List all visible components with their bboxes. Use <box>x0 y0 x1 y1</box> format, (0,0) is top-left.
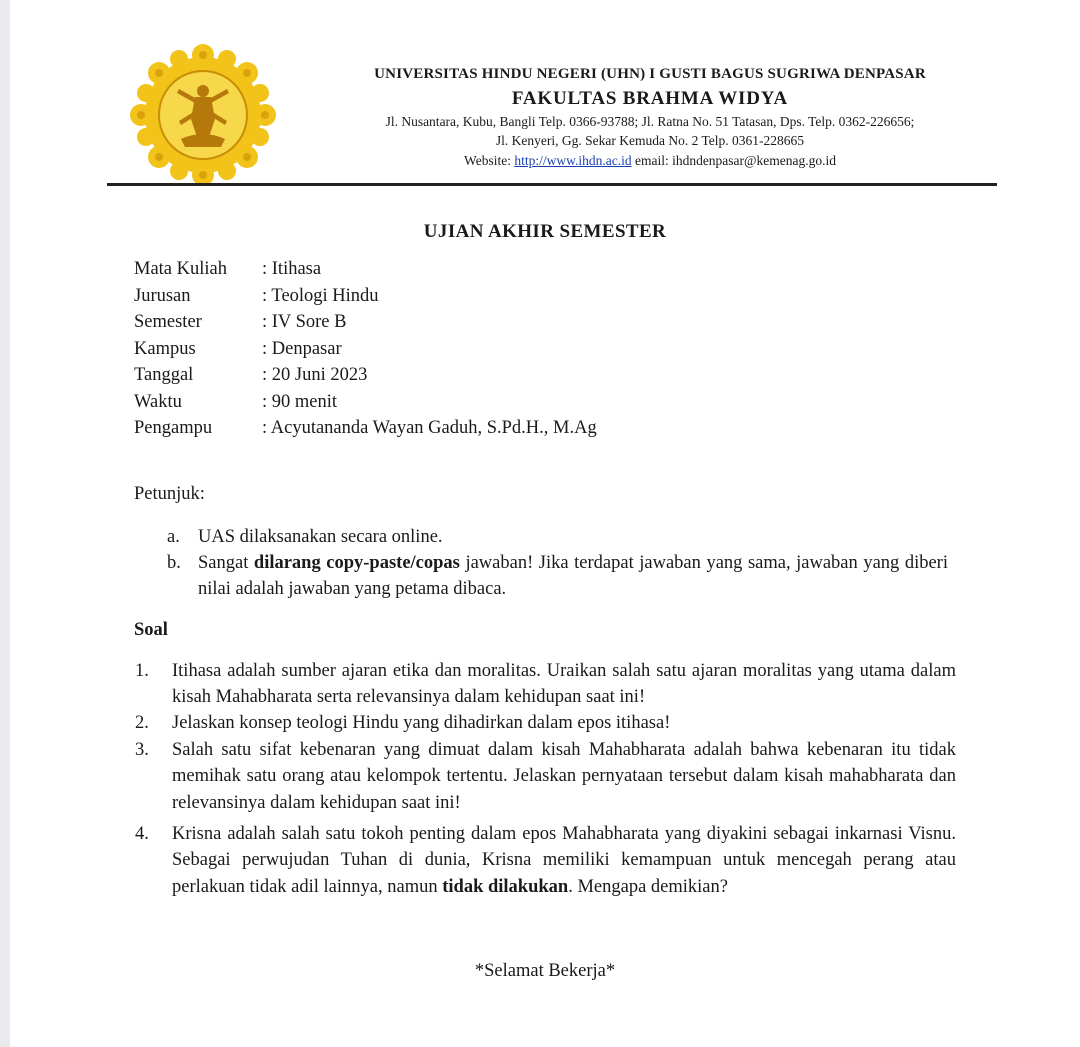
question-text: Itihasa adalah sumber ajaran etika dan moralitas. Uraikan salah satu ajaran moralitas yang utama dalam kisah Mahabharata serta relevansinya dalam kehidupan saat ini! <box>172 661 956 708</box>
email-text: email: ihdndenpasar@kemenag.go.id <box>634 153 836 168</box>
question-text: Jelaskan konsep teologi Hindu yang dihadirkan dalam epos itihasa! <box>172 713 671 733</box>
info-label: Waktu <box>134 391 182 412</box>
emphasis-text: tidak dilakukan <box>442 876 569 897</box>
info-value: : 20 Juni 2023 <box>262 365 368 385</box>
address-line-1: Jl. Nusantara, Kubu, Bangli Telp. 0366-93788; Jl. Ratna No. 51 Tatasan, Dps. Telp. 0362-226656; <box>385 114 915 129</box>
info-value: : 90 menit <box>262 391 338 412</box>
info-value: : Teologi Hindu <box>262 285 379 306</box>
instruction-text: UAS dilaksanakan secara online. <box>198 527 443 547</box>
question-number: 3. <box>135 740 149 760</box>
university-name: UNIVERSITAS HINDU NEGERI (UHN) I GUSTI BAGUS SUGRIWA DENPASAR <box>374 66 926 82</box>
closing-text: *Selamat Bekerja* <box>474 961 616 981</box>
info-value: : Acyutananda Wayan Gaduh, S.Pd.H., M.Ag <box>262 418 597 438</box>
emphasis-text: dilarang copy-paste/copas <box>253 553 460 573</box>
question-text: Salah satu sifat kebenaran yang dimuat dalam kisah Mahabharata adalah bahwa kebenaran itu tidak memihak satu orang atau kelompok tertentu. Jelaskan pernyataan tersebut dalam kisah mahabharata dan relevansinya dalam kehidupan saat ini! <box>172 740 956 813</box>
info-value: : Denpasar <box>262 338 342 359</box>
question-number: 1. <box>135 661 149 681</box>
info-label: Kampus <box>134 338 196 359</box>
list-marker: a. <box>167 527 180 547</box>
info-row <box>134 365 597 392</box>
list-marker: b. <box>167 553 181 573</box>
instructions-heading: Petunjuk: <box>134 484 205 504</box>
website-label: Website: <box>464 153 511 168</box>
exam-page <box>10 0 1080 1047</box>
info-row <box>134 339 597 366</box>
faculty-name: FAKULTAS BRAHMA WIDYA <box>511 88 789 109</box>
website-link[interactable]: http://www.ihdn.ac.id <box>514 153 632 168</box>
info-label: Mata Kuliah <box>134 259 227 279</box>
info-value: : Itihasa <box>262 259 322 279</box>
exam-info-table <box>134 259 597 445</box>
header-divider <box>107 183 997 186</box>
exam-title: UJIAN AKHIR SEMESTER <box>423 221 667 242</box>
info-label: Jurusan <box>134 285 191 306</box>
question-number: 4. <box>135 824 149 844</box>
university-seal-icon <box>122 44 284 186</box>
info-label: Tanggal <box>134 365 194 385</box>
contact-line <box>280 153 1020 169</box>
info-label: Pengampu <box>134 418 213 438</box>
questions-heading: Soal <box>134 620 168 640</box>
question-text: Krisna adalah salah satu tokoh penting dalam epos Mahabharata yang diyakini sebagai inkarnasi Visnu. Sebagai perwujudan Tuhan di dunia, Krisna memiliki kemampuan untuk mencegah perang atau perlakuan tidak adil lainnya, namun tidak dilakukan. Mengapa demikian? <box>172 824 956 897</box>
info-row <box>134 392 597 419</box>
info-value: : IV Sore B <box>262 312 347 332</box>
question-number: 2. <box>135 713 149 733</box>
address-line-2: Jl. Kenyeri, Gg. Sekar Kemuda No. 2 Telp. 0361-228665 <box>495 133 805 148</box>
info-label: Semester <box>134 312 202 332</box>
info-row <box>134 259 597 286</box>
info-row <box>134 418 597 445</box>
instruction-text: Sangat dilarang copy-paste/copas jawaban! Jika terdapat jawaban yang sama, jawaban yang diberi nilai adalah jawaban yang petama dibaca. <box>198 553 948 600</box>
info-row <box>134 286 597 313</box>
info-row <box>134 312 597 339</box>
